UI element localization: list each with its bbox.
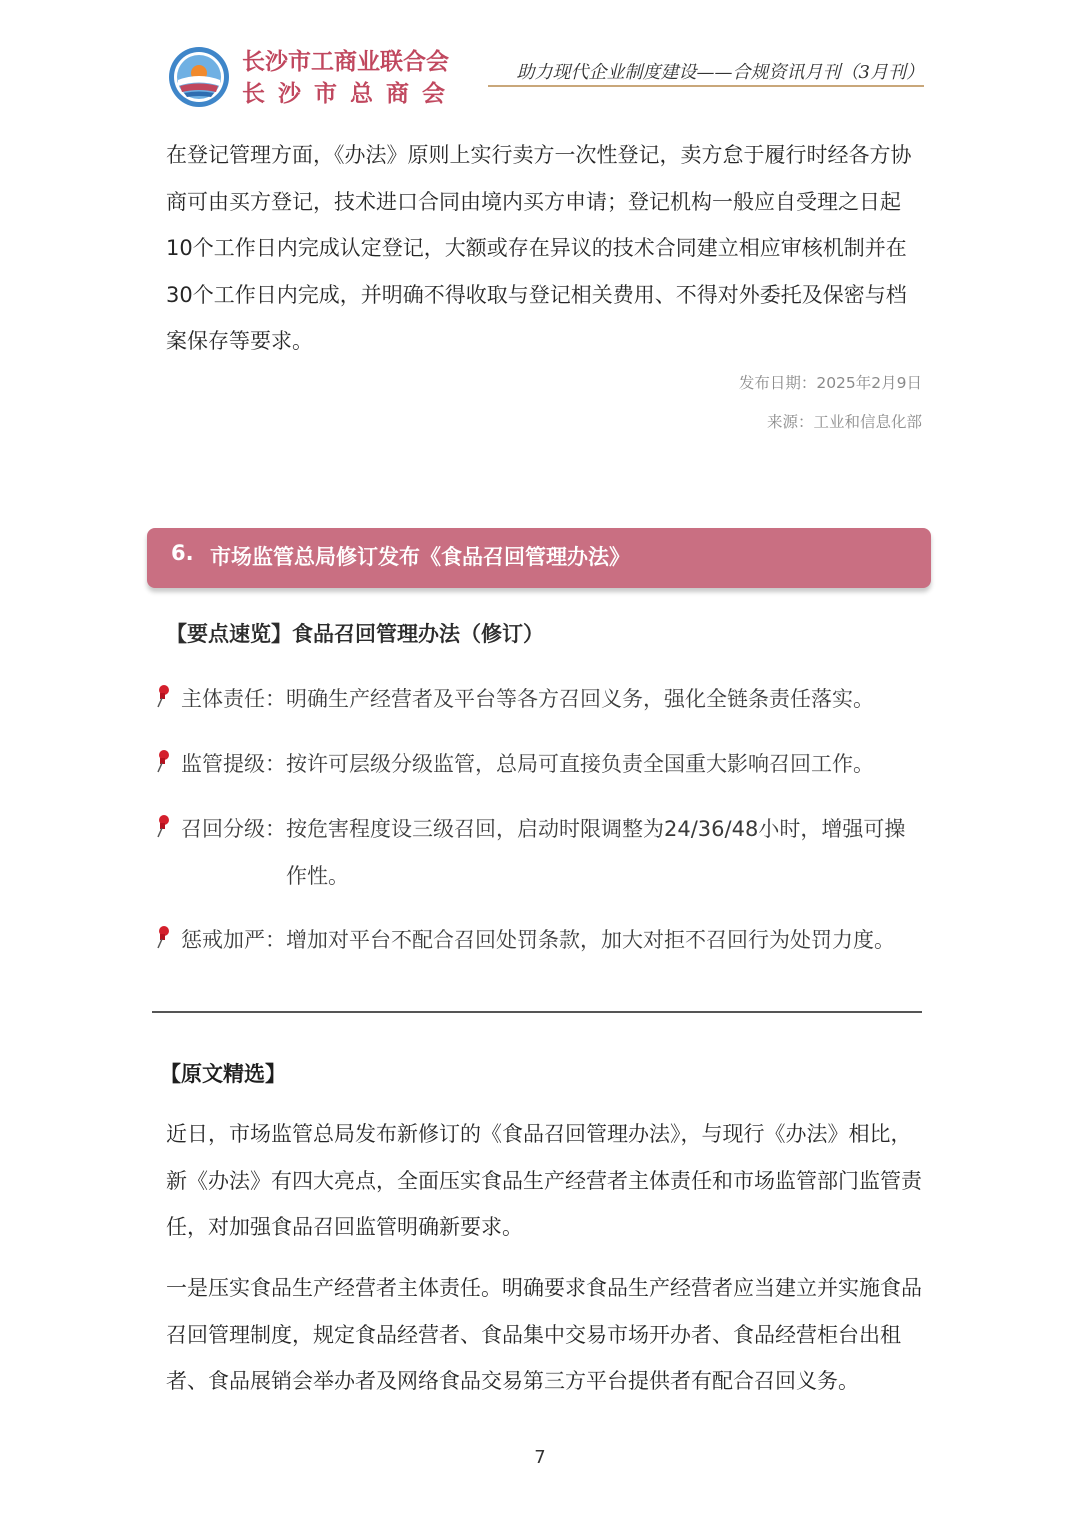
section-divider [152,1011,922,1013]
original-text-heading: 【原文精选】 [160,1062,286,1086]
federation-emblem-icon [168,46,230,108]
key-point-label: 监管提级： [181,752,286,776]
key-points-heading: 【要点速览】食品召回管理办法（修订） [166,622,544,646]
section-number: 6. [171,541,194,565]
organization-name-line1: 长沙市工商业联合会 [242,49,449,75]
intro-paragraph: 在登记管理方面，《办法》原则上实行卖方一次性登记，卖方怠于履行时经各方协商可由买方登记，技术进口合同由境内买方申请；登记机构一般应自受理之日起10个工作日内完成认定登记，大额或存在异议的技术合同建立相应审核机制并在30个工作日内完成，并明确不得收取与登记相关费用、不得对外委托及保密与档案保存等要求。 [166,143,912,353]
key-point-item [155,917,926,964]
journal-title: 助力现代企业制度建设——合规资讯月刊（3月刊） [516,62,924,83]
body-paragraph: 近日，市场监管总局发布新修订的《食品召回管理办法》，与现行《办法》相比，新《办法》有四大亮点，全面压实食品生产经营者主体责任和市场监管部门监管责任，对加强食品召回监管明确新要求。 [166,1122,922,1239]
pushpin-icon [155,684,171,708]
key-point-text: 明确生产经营者及平台等各方召回义务，强化全链条责任落实。 [286,687,874,711]
pushpin-icon [155,814,171,838]
section-header-bar [147,528,931,588]
page-number: 7 [534,1447,546,1468]
key-point-item [155,806,926,899]
key-point-label: 主体责任： [181,687,286,711]
organization-name-line2: 长沙市总商会 [242,81,458,107]
key-point-text: 按许可层级分级监管，总局可直接负责全国重大影响召回工作。 [286,752,874,776]
pushpin-icon [155,925,171,949]
header-rule [488,85,924,87]
source-label: 来源：工业和信息化部 [766,413,922,431]
section-title: 市场监管总局修订发布《食品召回管理办法》 [210,545,630,569]
key-point-label: 惩戒加严： [181,928,286,952]
key-point-label: 召回分级： [181,817,286,841]
key-point-text: 按危害程度设三级召回，启动时限调整为24/36/48小时，增强可操作性。 [286,817,906,888]
key-point-item [155,741,926,788]
key-point-text: 增加对平台不配合召回处罚条款，加大对拒不召回行为处罚力度。 [286,928,895,952]
publish-date: 发布日期：2025年2月9日 [738,374,922,392]
key-point-item [155,676,926,723]
pushpin-icon [155,749,171,773]
body-paragraph: 一是压实食品生产经营者主体责任。明确要求食品生产经营者应当建立并实施食品召回管理制度，规定食品经营者、食品集中交易市场开办者、食品经营柜台出租者、食品展销会举办者及网络食品交易第三方平台提供者有配合召回义务。 [166,1276,922,1393]
organization-name [242,46,458,110]
